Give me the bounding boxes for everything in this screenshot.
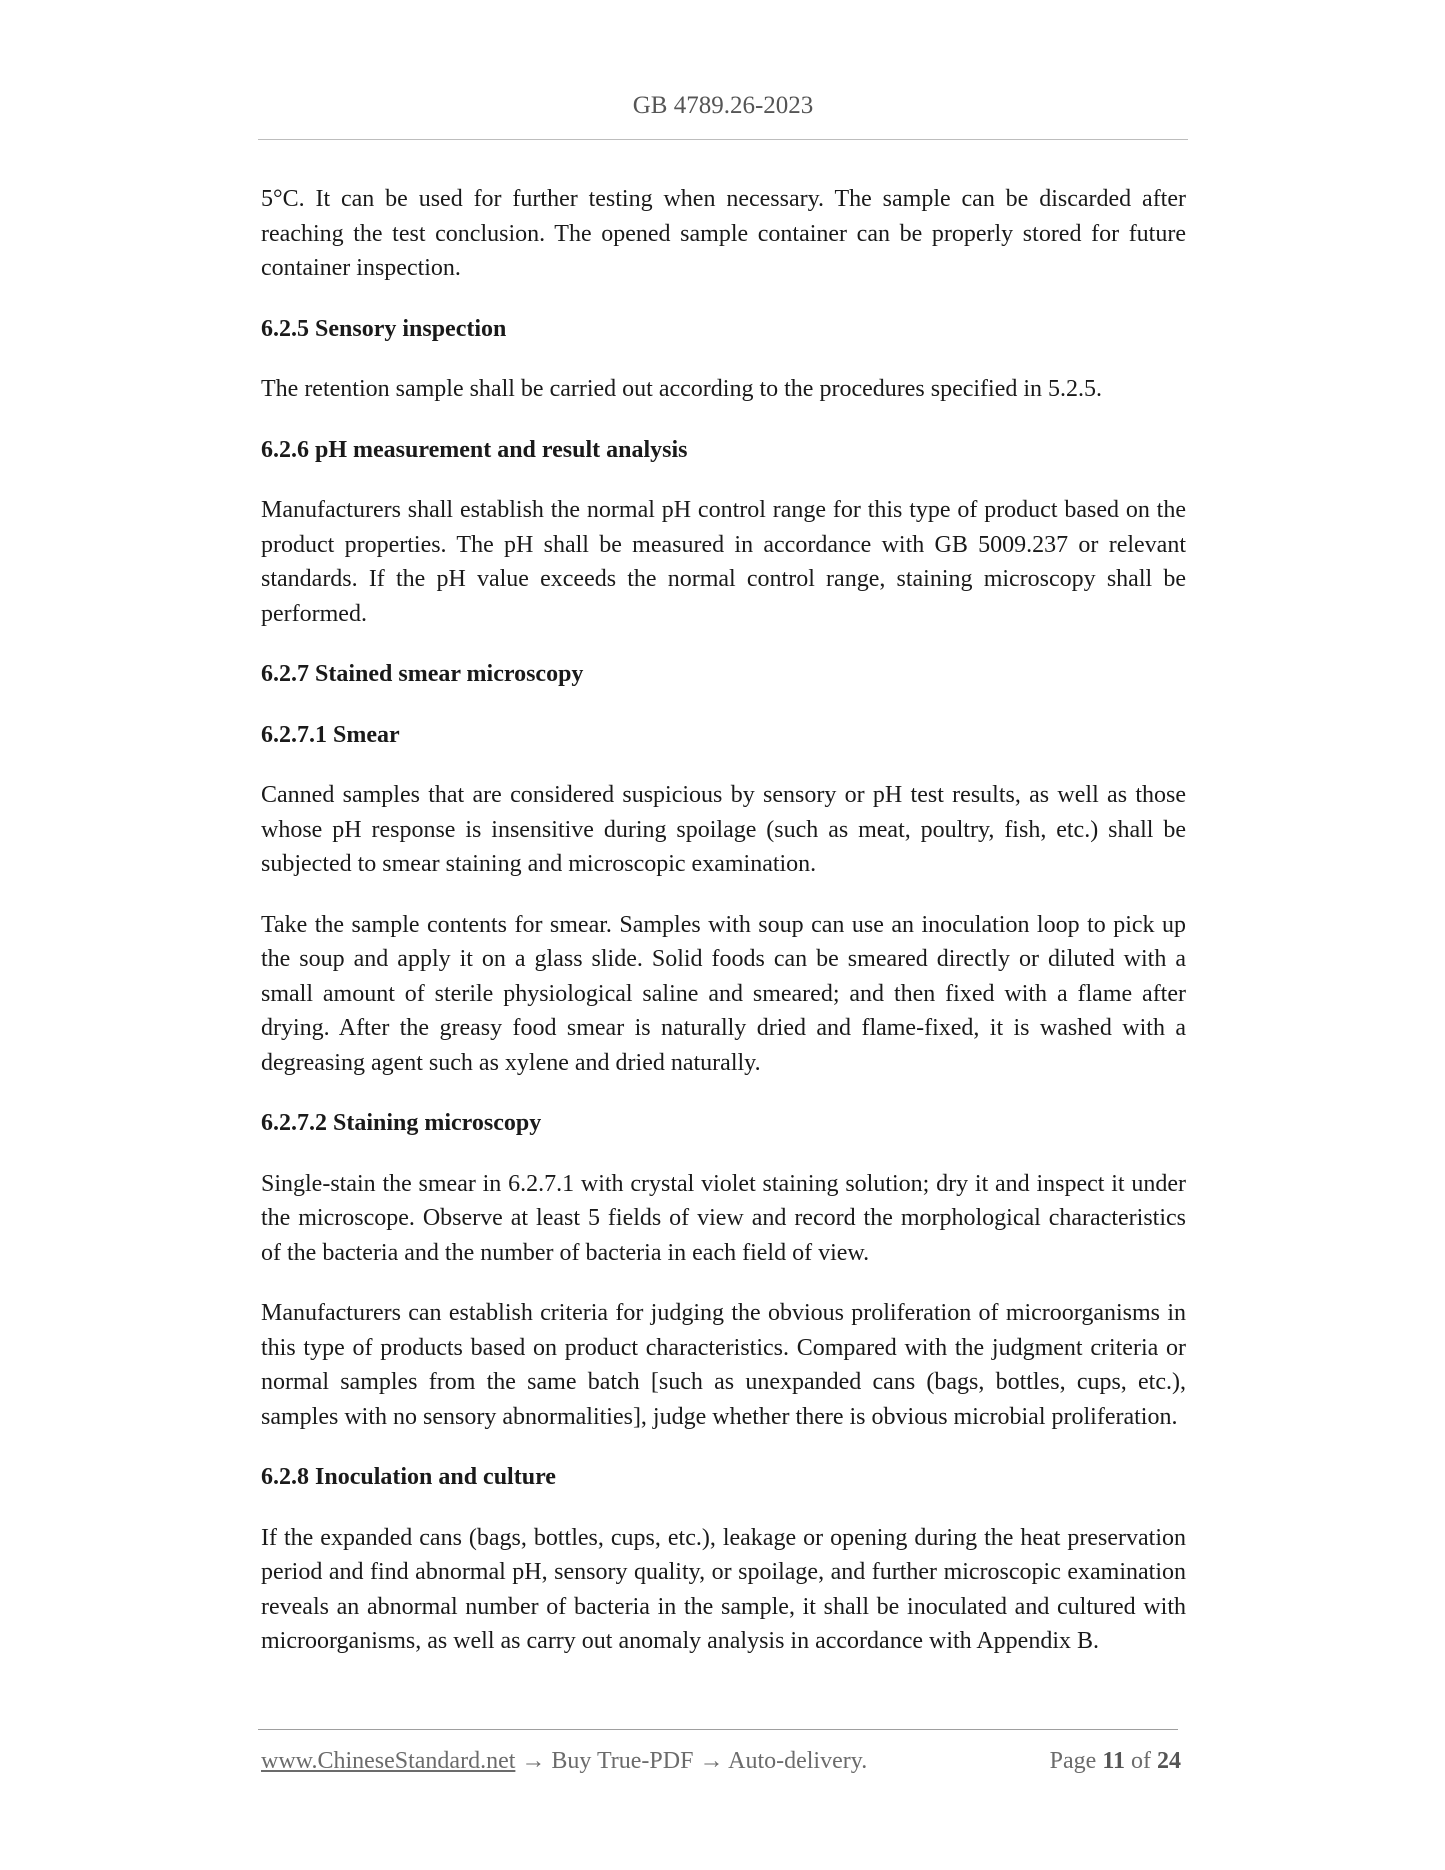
section-heading-6-2-5: 6.2.5 Sensory inspection (261, 315, 507, 342)
section-heading-6-2-8: 6.2.8 Inoculation and culture (261, 1464, 556, 1490)
paragraph-criteria: Manufacturers can establish criteria for judging the obvious proliferation of microorganisms in this type of products based on product characteristics. Compared with the judgment criteria or normal samples from the same batch [such as unexpanded cans (bags, bottles, cups, etc.), samples with no sensory abnormalities], judge whether there is obvious microbial proliferation. (261, 1300, 1186, 1430)
section-heading-6-2-7-2: 6.2.7.2 Staining microscopy (261, 1110, 542, 1136)
page-header: GB 4789.26-2023 (632, 92, 814, 119)
of-label: of (1131, 1748, 1151, 1774)
paragraph-continuation: 5°C. It can be used for further testing when necessary. The sample can be discarded after reaching the test conclusion. The opened sample container can be properly stored for future container inspection. (261, 186, 1186, 281)
paragraph-staining: Single-stain the smear in 6.2.7.1 with crystal violet staining solution; dry it and inspect it under the microscope. Observe at least 5 fields of view and record the morphological characteristics of the bacteria and the number of bacteria in each field of view. (261, 1170, 1186, 1266)
paragraph-smear-procedure: Take the sample contents for smear. Samples with soup can use an inoculation loop to pick up the soup and apply it on a glass slide. Solid foods can be smeared directly or diluted with a small amount of sterile physiological saline and smeared; and then fixed with a flame after drying. After the greasy food smear is naturally dried and flame-fixed, it is washed with a degreasing agent such as xylene and dried naturally. (261, 911, 1186, 1076)
section-heading-6-2-7-1: 6.2.7.1 Smear (261, 721, 400, 748)
footer-promo-text: → Buy True-PDF → Auto-delivery. (515, 1748, 868, 1774)
footer-divider (258, 1729, 1178, 1730)
page-indicator (1050, 1748, 1181, 1775)
section-heading-6-2-7: 6.2.7 Stained smear microscopy (261, 661, 584, 687)
site-link[interactable]: www.ChineseStandard.net (261, 1748, 516, 1774)
footer-promo (261, 1748, 867, 1775)
paragraph-smear-scope: Canned samples that are considered suspicious by sensory or pH test results, as well as those whose pH response is insensitive during spoilage (such as meat, poultry, fish, etc.) shall be subjected to smear staining and microscopic examination. (261, 782, 1186, 877)
paragraph-inoculation: If the expanded cans (bags, bottles, cups, etc.), leakage or opening during the heat preservation period and find abnormal pH, sensory quality, or spoilage, and further microscopic examination reveals an abnormal number of bacteria in the sample, it shall be inoculated and cultured with microorganisms, as well as carry out anomaly analysis in accordance with Appendix B. (261, 1524, 1186, 1654)
page-label: Page (1049, 1748, 1097, 1774)
paragraph-ph: Manufacturers shall establish the normal pH control range for this type of product based on the product properties. The pH shall be measured in accordance with GB 5009.237 or relevant standards. If the pH value exceeds the normal control range, staining microscopy shall be performed. (261, 497, 1186, 627)
paragraph-sensory: The retention sample shall be carried out according to the procedures specified in 5.2.5. (261, 376, 1103, 402)
page-number: 11 (1102, 1748, 1125, 1774)
section-heading-6-2-6: 6.2.6 pH measurement and result analysis (261, 436, 688, 463)
header-divider (258, 139, 1188, 140)
document-body (261, 182, 1186, 1685)
page-total: 24 (1157, 1748, 1181, 1774)
